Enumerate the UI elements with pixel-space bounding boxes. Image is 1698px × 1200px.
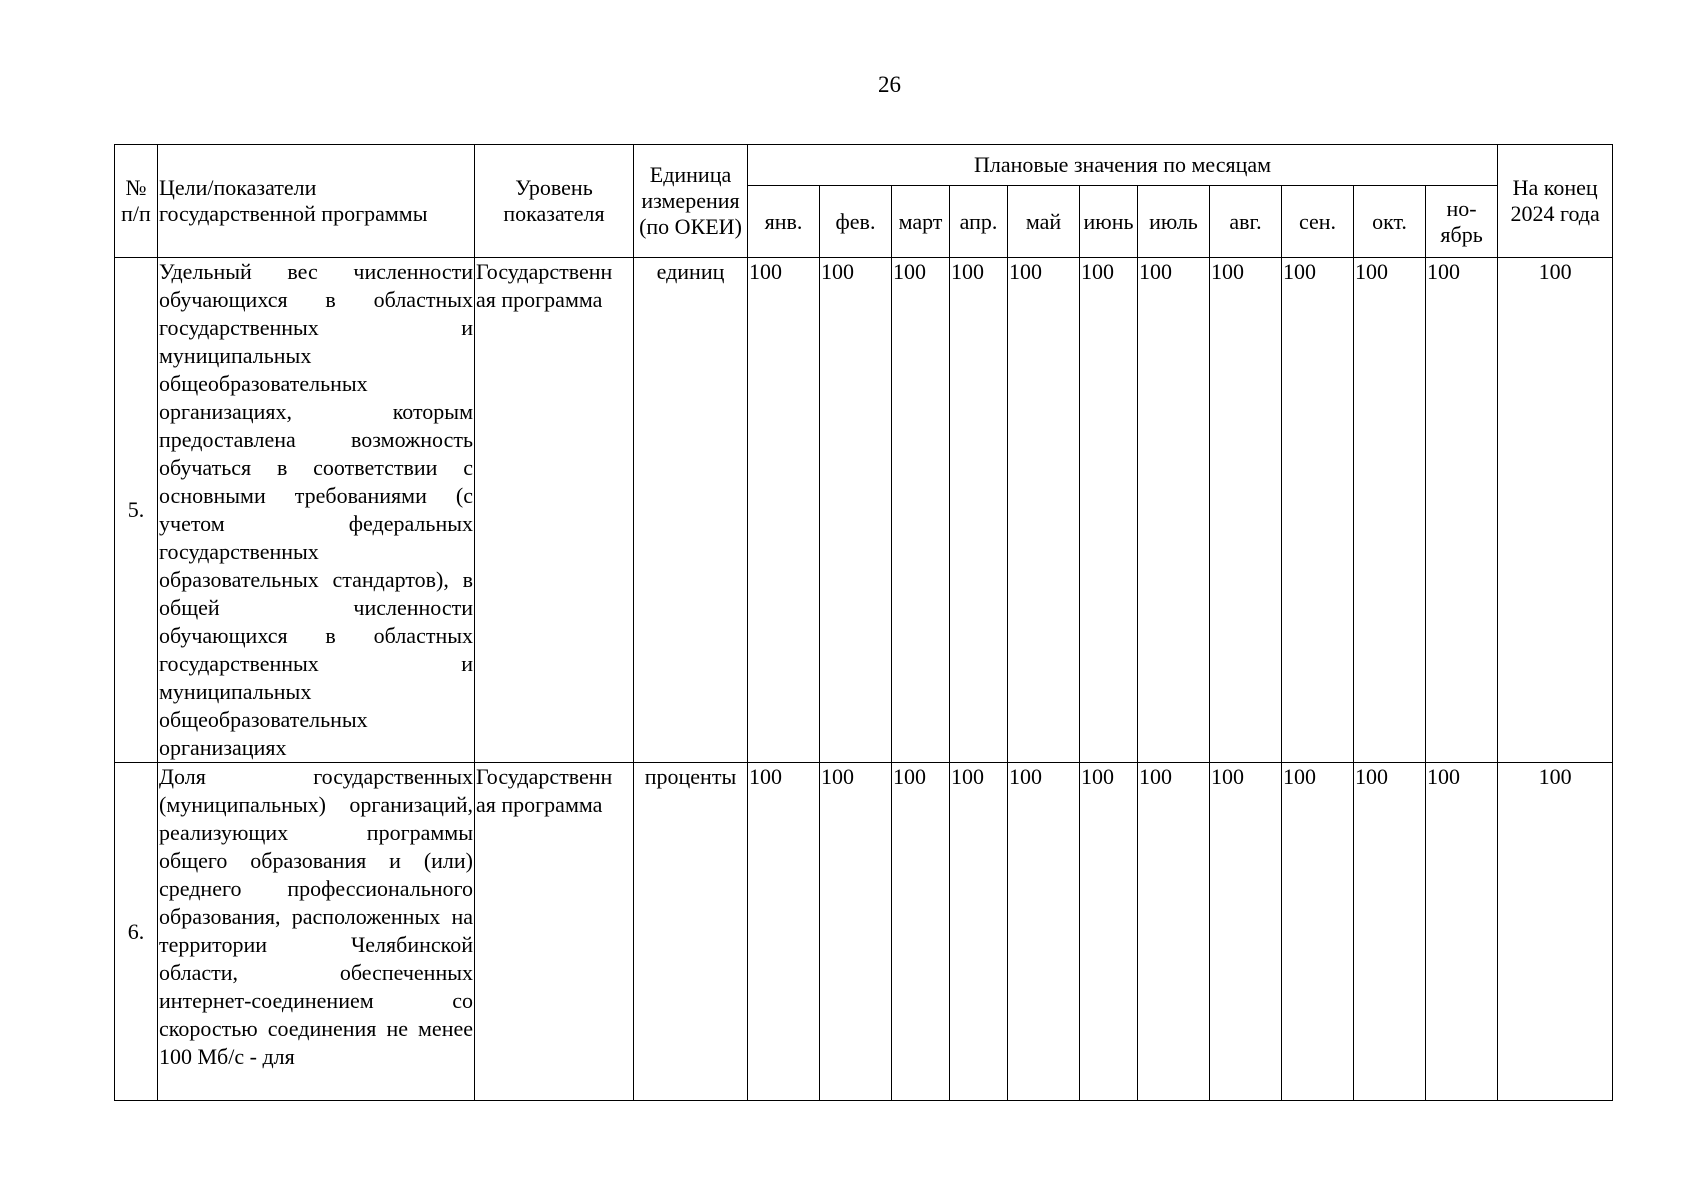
level-cell: Государственн ая программа: [475, 763, 634, 1101]
header-end: На конец 2024 года: [1498, 145, 1613, 258]
month-value: 100: [892, 258, 950, 763]
level-cell: Государственн ая программа: [475, 258, 634, 763]
header-month: апр.: [950, 186, 1008, 258]
month-value: 100: [1210, 258, 1282, 763]
month-value: 100: [820, 763, 892, 1101]
month-value: 100: [950, 258, 1008, 763]
month-value: 100: [1426, 763, 1498, 1101]
month-value: 100: [1354, 258, 1426, 763]
header-month: июнь: [1080, 186, 1138, 258]
unit-cell: единиц: [634, 258, 748, 763]
month-value: 100: [1008, 763, 1080, 1101]
month-value: 100: [950, 763, 1008, 1101]
month-value: 100: [820, 258, 892, 763]
header-month: март: [892, 186, 950, 258]
page-number: 26: [878, 72, 901, 97]
header-month: фев.: [820, 186, 892, 258]
header-month: янв.: [748, 186, 820, 258]
month-value: 100: [748, 763, 820, 1101]
header-month: сен.: [1282, 186, 1354, 258]
table-row: [115, 258, 1613, 763]
row-number: 6.: [115, 763, 158, 1101]
month-value: 100: [748, 258, 820, 763]
month-value: 100: [1210, 763, 1282, 1101]
header-goal: Цели/показатели государственной программы: [158, 145, 475, 258]
end-value: 100: [1498, 763, 1613, 1101]
plan-values-table: [114, 144, 1613, 1101]
header-month: авг.: [1210, 186, 1282, 258]
header-month: но-ябрь: [1426, 186, 1498, 258]
row-number: 5.: [115, 258, 158, 763]
month-value: 100: [1080, 258, 1138, 763]
goal-cell: Удельный вес численности обучающихся в областных государственных и муниципальных общеобразовательных организациях, которым предоставлена возможность обучаться в соответствии с основными требованиями (с учетом федеральных государственных образовательных стандартов), в общей численности обучающихся в областных государственных и муниципальных общеобразовательных организациях: [158, 258, 475, 763]
month-value: 100: [892, 763, 950, 1101]
header-month: окт.: [1354, 186, 1426, 258]
month-value: 100: [1354, 763, 1426, 1101]
month-value: 100: [1426, 258, 1498, 763]
header-level: Уровень показателя: [475, 145, 634, 258]
unit-cell: проценты: [634, 763, 748, 1101]
month-value: 100: [1282, 763, 1354, 1101]
header-month: июль: [1138, 186, 1210, 258]
month-value: 100: [1008, 258, 1080, 763]
header-unit: Единица измерения (по ОКЕИ): [634, 145, 748, 258]
table-row: [115, 763, 1613, 1101]
end-value: 100: [1498, 258, 1613, 763]
month-value: 100: [1138, 763, 1210, 1101]
header-row-main: [115, 145, 1613, 186]
month-value: 100: [1282, 258, 1354, 763]
goal-cell: Доля государственных (муниципальных) организаций, реализующих программы общего образования и (или) среднего профессионального образования, расположенных на территории Челябинской области, обеспеченных интернет-соединением со скоростью соединения не менее 100 Мб/с - для: [158, 763, 475, 1101]
header-num: № п/п: [115, 145, 158, 258]
month-value: 100: [1138, 258, 1210, 763]
header-month: май: [1008, 186, 1080, 258]
header-months-group: Плановые значения по месяцам: [748, 145, 1498, 186]
month-value: 100: [1080, 763, 1138, 1101]
